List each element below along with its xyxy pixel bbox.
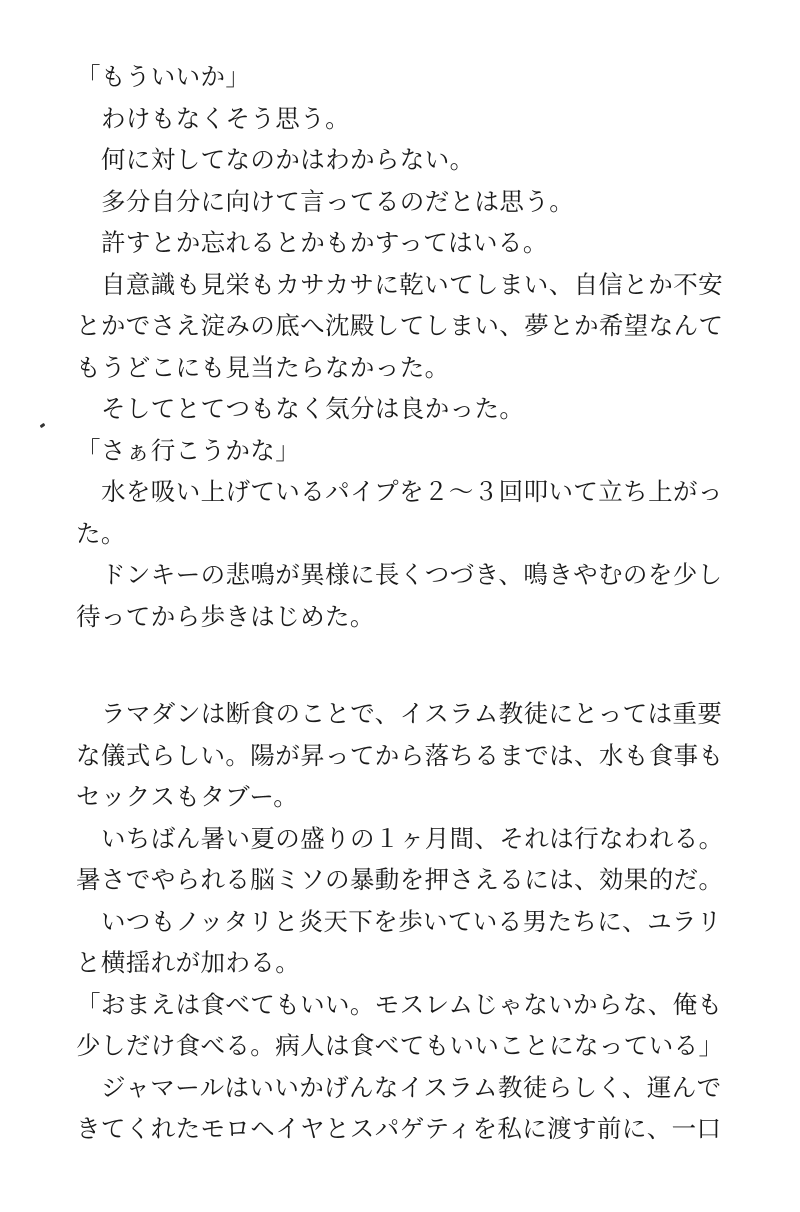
text-line: もうどこにも見当たらなかった。	[76, 352, 450, 382]
text-line: 「おまえは食べてもいい。モスレムじゃないからな、俺も	[76, 989, 723, 1019]
text-line: 「もういいか」	[76, 62, 251, 91]
text-line: きてくれたモロヘイヤとスパゲティを私に渡す前に、一口	[76, 1114, 722, 1143]
text-line: 許すとか忘れるとかもかすってはいる。	[101, 228, 548, 257]
text-line: そしてとてつもなく気分は良かった。	[101, 394, 525, 423]
text-line: 暑さでやられる脳ミソの暴動を押さえるには、効果的だ。	[76, 865, 724, 894]
text-line: とかでさえ淀みの底へ沈殿してしまい、夢とか希望なんて	[76, 311, 724, 340]
text-line: わけもなくそう思う。	[101, 103, 350, 133]
text-line: いつもノッタリと炎天下を歩いている男たちに、ユラリ	[101, 906, 722, 936]
stray-ink-mark	[40, 423, 46, 428]
text-line: 待ってから歩きはじめた。	[76, 601, 375, 631]
text-line: ドンキーの悲鳴が異様に長くつづき、鳴きやむのを少し	[101, 560, 723, 589]
text-line: 少しだけ食べる。病人は食べてもいいことになっている」	[76, 1031, 724, 1060]
text-line: た。	[76, 518, 126, 548]
text-line: セックスもタブー。	[76, 782, 299, 811]
text-line: 「さぁ行こうかな」	[76, 435, 301, 465]
text-line: 自意識も見栄もカサカサに乾いてしまい、自信とか不安	[101, 269, 724, 299]
text-line: 何に対してなのかはわからない。	[101, 145, 475, 174]
text-line: いちばん暑い夏の盛りの１ヶ月間、それは行なわれる。	[101, 823, 724, 853]
text-line: 多分自分に向けて言ってるのだとは思う。	[101, 186, 575, 216]
text-line: と横揺れが加わる。	[76, 948, 301, 977]
text-line: な儀式らしい。陽が昇ってから落ちるまでは、水も食事も	[76, 740, 724, 770]
text-line: 水を吸い上げているパイプを２〜３回叩いて立ち上がっ	[101, 477, 723, 506]
text-line: ラマダンは断食のことで、イスラム教徒にとっては重要	[101, 699, 723, 728]
text-line: ジャマールはいいかげんなイスラム教徒らしく、運んで	[101, 1072, 722, 1102]
body-text	[76, 56, 724, 1150]
section-break	[76, 637, 676, 693]
